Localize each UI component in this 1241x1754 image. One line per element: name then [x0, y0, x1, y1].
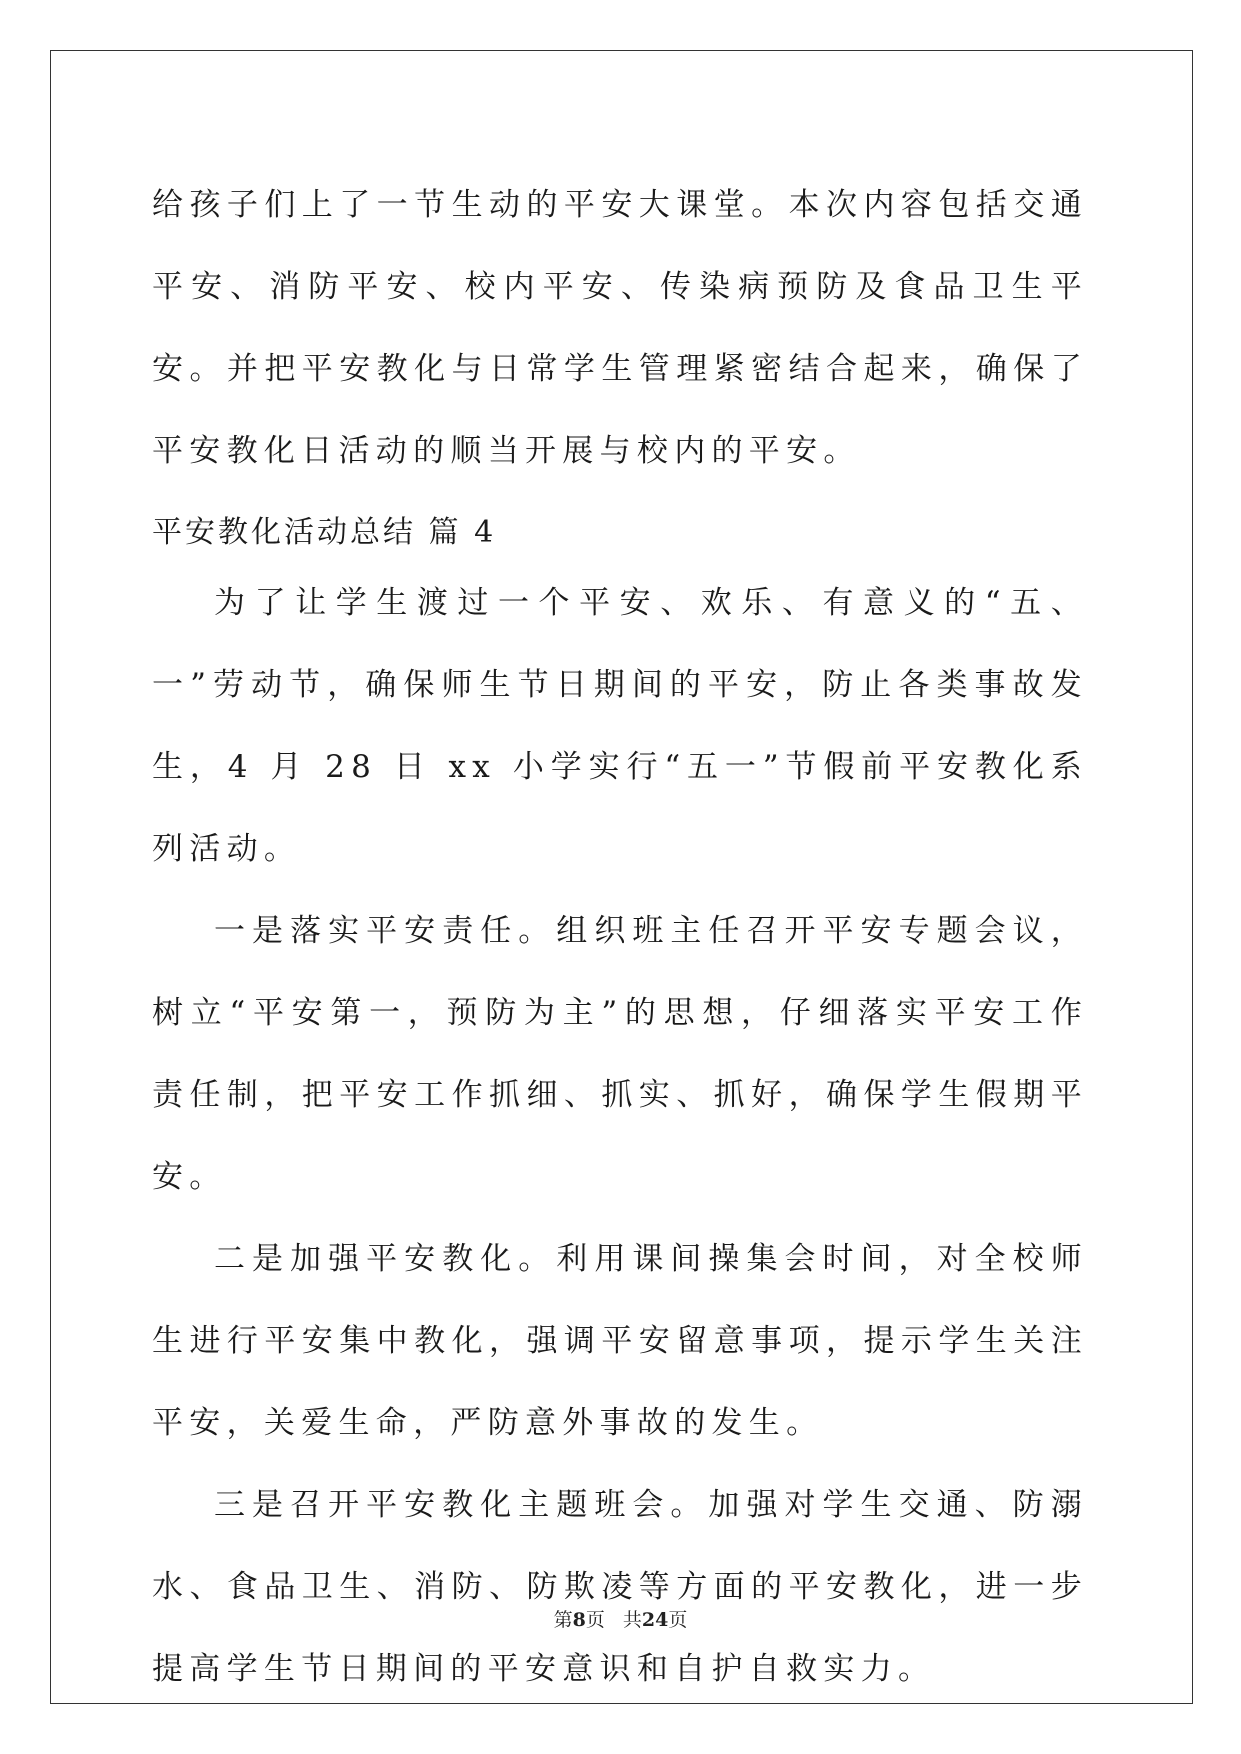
paragraph-intro: 为了让学生渡过一个平安、欢乐、有意义的“五、一”劳动节，确保师生节日期间的平安，防止各类事故发生，4 月 28 日 xx 小学实行“五一”节假前平安教化系列活动。	[152, 585, 1088, 867]
paragraph-continued: 给孩子们上了一节生动的平安大课堂。本次内容包括交通平安、消防平安、校内平安、传染病预防及食品卫生平安。并把平安教化与日常学生管理紧密结合起来，确保了平安教化日活动的顺当开展与校内的平安。	[152, 187, 1088, 469]
total-suffix: 页	[668, 1609, 688, 1631]
total-prefix: 共	[622, 1609, 642, 1631]
page-total: 24	[641, 1609, 669, 1631]
document-body	[152, 164, 1088, 1710]
page-prefix: 第	[553, 1609, 573, 1631]
page-footer	[0, 1605, 1241, 1632]
paragraph-point-3: 三是召开平安教化主题班会。加强对学生交通、防溺水、食品卫生、消防、防欺凌等方面的平安教化，进一步提高学生节日期间的平安意识和自护自救实力。	[152, 1487, 1088, 1687]
section-heading: 平安教化活动总结 篇 4	[152, 515, 497, 550]
page-number: 8	[572, 1609, 586, 1631]
paragraph-point-1: 一是落实平安责任。组织班主任召开平安专题会议，树立“平安第一，预防为主”的思想，仔细落实平安工作责任制，把平安工作抓细、抓实、抓好，确保学生假期平安。	[152, 913, 1088, 1195]
page-suffix: 页	[585, 1609, 605, 1631]
paragraph-point-2: 二是加强平安教化。利用课间操集会时间，对全校师生进行平安集中教化，强调平安留意事项，提示学生关注平安，关爱生命，严防意外事故的发生。	[152, 1241, 1088, 1441]
